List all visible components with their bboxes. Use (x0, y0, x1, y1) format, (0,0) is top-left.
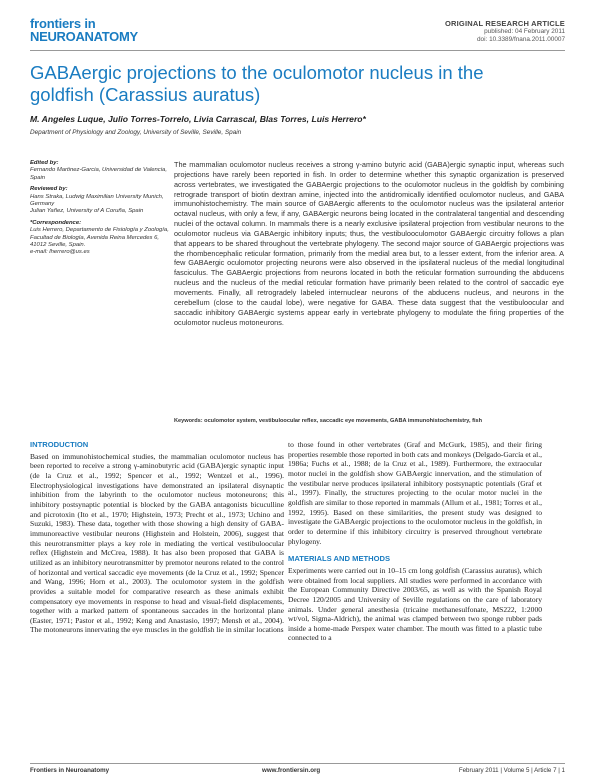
footer-issue: February 2011 | Volume 5 | Article 7 | 1 (458, 767, 565, 774)
published-date: published: 04 February 2011 (484, 28, 565, 35)
reviewed-by: Hans Straka, Ludwig Maximilian University Munich, Germany Julian Yañez, University of A Coruña, Spain (30, 193, 164, 215)
edited-by-label: Edited by: (30, 160, 59, 166)
edited-by: Fernando Martinez-Garcia, Universidad de Valencia, Spain (30, 167, 167, 181)
journal-logo-line2: NEUROANATOMY (30, 29, 138, 44)
doi: doi: 10.3389/fnana.2011.00007 (476, 36, 565, 43)
reviewed-by-label: Reviewed by: (30, 186, 68, 193)
footer-journal: Frontiers in Neuroanatomy (30, 767, 110, 774)
journal-logo-line1: frontiers in (30, 16, 96, 31)
abstract: The mammalian oculomotor nucleus receives a strong γ-amino butyric acid (GABA)ergic synaptic input, whereas such projections have rarely been reported in fish. In order to determine whether this synaptic organization is preserved across vertebrates, we investigated the GABAergic projections to the oculomotor nucleus in the goldfish by combining retrograde transport of biotin dextran amine, injected into the antidromically identified oculomotor nucleus, and GABA immunohistochemistry. The main source of GABAergic afferents to the oculomotor nucleus was the ipsilateral anterior octaval nucleus, with only a few, if any, GABAergic neurons being located in the contralateral tangential and descending nuclei of the octaval column. In mammals there is a nearly exclusive ipsilateral projection from vestibular neurons to the oculomotor nucleus via GABAergic inhibitory inputs; thus, the vestibulooculomotor GABAergic circuitry follows a plan that appears to be shared throughout the vertebrate phylogeny. The second major source of GABAergic projections was the rhombencephalic reticular formation, primarily from the medial area but, to a lesser extent, from the inferior area. A few GABAergic oculomotor projecting neurons were also observed in the ipsilateral nucleus of the medial longitudinal fasciculus. The GABAergic projections from neurons located in both the reticular formation surrounding the abducens nucleus and the nucleus of the medial reticular formation have primarily been related to the control of saccadic eye movements. Finally, all retrogradely labeled internuclear neurons of the abducens nucleus, and neurons in the cerebellum (close to the caudal lobe), were negative for GABA. These data suggest that the vestibuloocular and saccadic inhibitory GABAergic systems appear early in vertebrate phylogeny to modulate the firing properties of the oculomotor nucleus motoneurons. (174, 160, 564, 327)
methods-text: Experiments were carried out in 10–15 cm long goldfish (Carassius auratus), which were obtained from local suppliers. All studies were performed in accordance with the European Community Directive 2003/65, as well as with the Spanish Royal Decree 120/2005 and University of Seville regulations on the care of laboratory animals. Under general anesthesia (tricaine methanesulfonate, MS222, 1:2000 wt/vol, Sigma-Aldrich), the animal was clamped between two sponge rubber pads inside a home-made Perspex water chamber. The mouth was fitted to a plastic tube connected to a (288, 565, 542, 643)
introduction-text: Based on immunohistochemical studies, the mammalian oculomotor nucleus has been reported to receive a strong γ-aminobutyric acid (GABA)ergic synaptic input (de la Cruz et al., 1992; Spencer et al., 1992; Wentzel et al., 1996). Electrophysiological investigations have demonstrated an ipsilateral disynaptic inhibition from the labyrinth to the oculomotor nucleus motoneurons; this inhibitory postsynaptic potential is blocked by the GABA antagonists bicuculline and picrotoxin (Ito et al., 1970; Highstein, 1973; Precht et al., 1973; Uchino and Suzuki, 1983). These data, together with those showing a high density of GABA-immunoreactive vestibular neurons (Highstein and Holstein, 2006), suggest that this neurotransmitter plays a key role in mediating the vertical vestibuloocular reflex (Highstein and McCrea, 1988). It has also been proposed that GABA is utilized as an inhibitory neurotransmitter by premotor neurons related to the control of horizontal and vertical saccadic eye movements (de la Cruz et al., 1992; Spencer and Wang, 1996; Horn et al., 2003). The oculomotor system in the goldfish provides a suitable model for comparative research as these animals exhibit compensatory eye movements in response to head and visual-field displacements, together with a marked pattern of spontaneous saccades in the horizontal plane (Easter, 1971; Pastor et al., 1992; Keng and Anastasio, 1997; Mensh et al., 2004). The motoneurons innervating the eye muscles in the goldfish lie in similar locations (30, 451, 284, 635)
article-type: ORIGINAL RESEARCH ARTICLE (444, 19, 565, 28)
footer-url[interactable]: www.frontiersin.org (262, 767, 321, 774)
editorial-sidebar (30, 160, 170, 261)
journal-logo (30, 18, 138, 43)
correspondence-label: *Correspondence: (30, 219, 82, 226)
footer-divider (30, 763, 565, 764)
methods-heading: MATERIALS AND METHODS (288, 554, 391, 564)
introduction-continued: to those found in other vertebrates (Graf and McGurk, 1985), and their firing properties resemble those reported in both cats and monkeys (Delgado-García et al., 1986a; Fuchs et al., 1988; de la Cruz et al., 1989). Furthermore, the extraocular motor nuclei in the goldfish show GABAergic innervation, and the stimulation of the vestibular nerve produces ipsilateral inhibitory postsynaptic potentials (Graf et al., 1997). Finally, the structures projecting to the ocular motor nuclei in the goldfish are similar to those reported in mammals (Allum et al., 1981; Torres et al., 1992, 1995). Based on these similarities, the present study was designed to investigate the GABAergic projections to the oculomotor nucleus in the goldfish, in order to determine if this inhibitory circuitry is preserved throughout vertebrate phylogeny. (288, 440, 542, 546)
author-list: M. Angeles Luque, Julio Torres-Torrelo, Livia Carrascal, Blas Torres, Luis Herrero* (30, 114, 366, 124)
article-title: GABAergic projections to the oculomotor nucleus in the goldfish (Carassius auratus) (30, 62, 484, 105)
affiliation: Department of Physiology and Zoology, University of Seville, Seville, Spain (30, 129, 242, 136)
right-column (288, 440, 542, 643)
left-column (30, 440, 284, 635)
introduction-heading: INTRODUCTION (30, 440, 89, 449)
article-meta (445, 19, 565, 44)
header-divider (30, 50, 565, 51)
keywords: Keywords: oculomotor system, vestibuloocular reflex, saccadic eye movements, GABA immunohistochemistry, fish (174, 418, 483, 424)
correspondence: Luis Herrero, Departamento de Fisiología y Zoología, Facultad de Biología, Avenida Reina Mercedes 6, 41012 Seville, Spain. e-mail: lherrero@us.es (30, 227, 169, 256)
